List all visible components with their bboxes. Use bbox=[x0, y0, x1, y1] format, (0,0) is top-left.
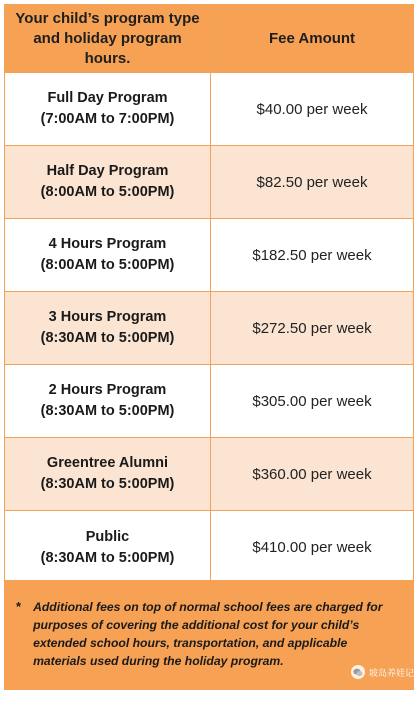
header-program-label: Your child’s program type and holiday program hours. bbox=[15, 9, 200, 67]
fee-cell bbox=[211, 73, 413, 145]
header-fee-label: Fee Amount bbox=[268, 29, 356, 47]
fee-cell bbox=[211, 292, 413, 364]
program-hours: (8:00AM to 5:00PM) bbox=[40, 184, 175, 200]
table-row bbox=[5, 438, 413, 511]
header-program-type bbox=[5, 5, 211, 72]
fee-value: $360.00 per week bbox=[252, 465, 372, 483]
program-hours: (8:00AM to 5:00PM) bbox=[40, 257, 175, 273]
fee-table bbox=[4, 4, 414, 585]
fee-cell bbox=[211, 511, 413, 584]
program-cell bbox=[5, 219, 211, 291]
program-cell bbox=[5, 73, 211, 145]
program-hours: (7:00AM to 7:00PM) bbox=[40, 111, 175, 127]
program-name: Half Day Program bbox=[46, 163, 169, 179]
program-name: 3 Hours Program bbox=[48, 309, 167, 325]
program-cell bbox=[5, 438, 211, 510]
header-fee-amount bbox=[211, 5, 413, 72]
program-name: 4 Hours Program bbox=[48, 236, 167, 252]
footnote-marker: * bbox=[16, 599, 22, 614]
program-hours: (8:30AM to 5:00PM) bbox=[40, 549, 175, 566]
fee-value: $82.50 per week bbox=[256, 173, 368, 191]
program-hours: (8:30AM to 5:00PM) bbox=[40, 403, 175, 419]
program-name: 2 Hours Program bbox=[48, 382, 167, 398]
program-cell bbox=[5, 146, 211, 218]
fee-value: $272.50 per week bbox=[252, 319, 372, 337]
program-cell bbox=[5, 292, 211, 364]
program-hours: (8:30AM to 5:00PM) bbox=[40, 476, 175, 492]
watermark bbox=[351, 665, 414, 679]
watermark-text: 坡岛养娃记 bbox=[368, 668, 414, 679]
wechat-icon bbox=[351, 665, 365, 679]
program-name: Public bbox=[85, 528, 130, 545]
fee-value: $40.00 per week bbox=[256, 100, 368, 118]
table-row bbox=[5, 292, 413, 365]
fee-cell bbox=[211, 219, 413, 291]
table-row bbox=[5, 365, 413, 438]
fee-cell bbox=[211, 438, 413, 510]
program-cell bbox=[5, 365, 211, 437]
program-hours: (8:30AM to 5:00PM) bbox=[40, 330, 175, 346]
fee-value: $182.50 per week bbox=[252, 246, 372, 264]
fee-value: $305.00 per week bbox=[252, 392, 372, 410]
fee-value: $410.00 per week bbox=[252, 539, 372, 556]
table-row bbox=[5, 219, 413, 292]
program-cell bbox=[5, 511, 211, 584]
table-row bbox=[5, 146, 413, 219]
program-name: Full Day Program bbox=[47, 90, 168, 106]
program-name: Greentree Alumni bbox=[46, 455, 169, 471]
table-header-row bbox=[5, 5, 413, 73]
fee-cell bbox=[211, 365, 413, 437]
fee-cell bbox=[211, 146, 413, 218]
table-row bbox=[5, 511, 413, 584]
table-row bbox=[5, 73, 413, 146]
footnote-text: Additional fees on top of normal school fees are charged for purposes of covering the additional cost for your child’s extended school hours, transportation, and applicable materials used during the holiday program. bbox=[33, 600, 383, 668]
